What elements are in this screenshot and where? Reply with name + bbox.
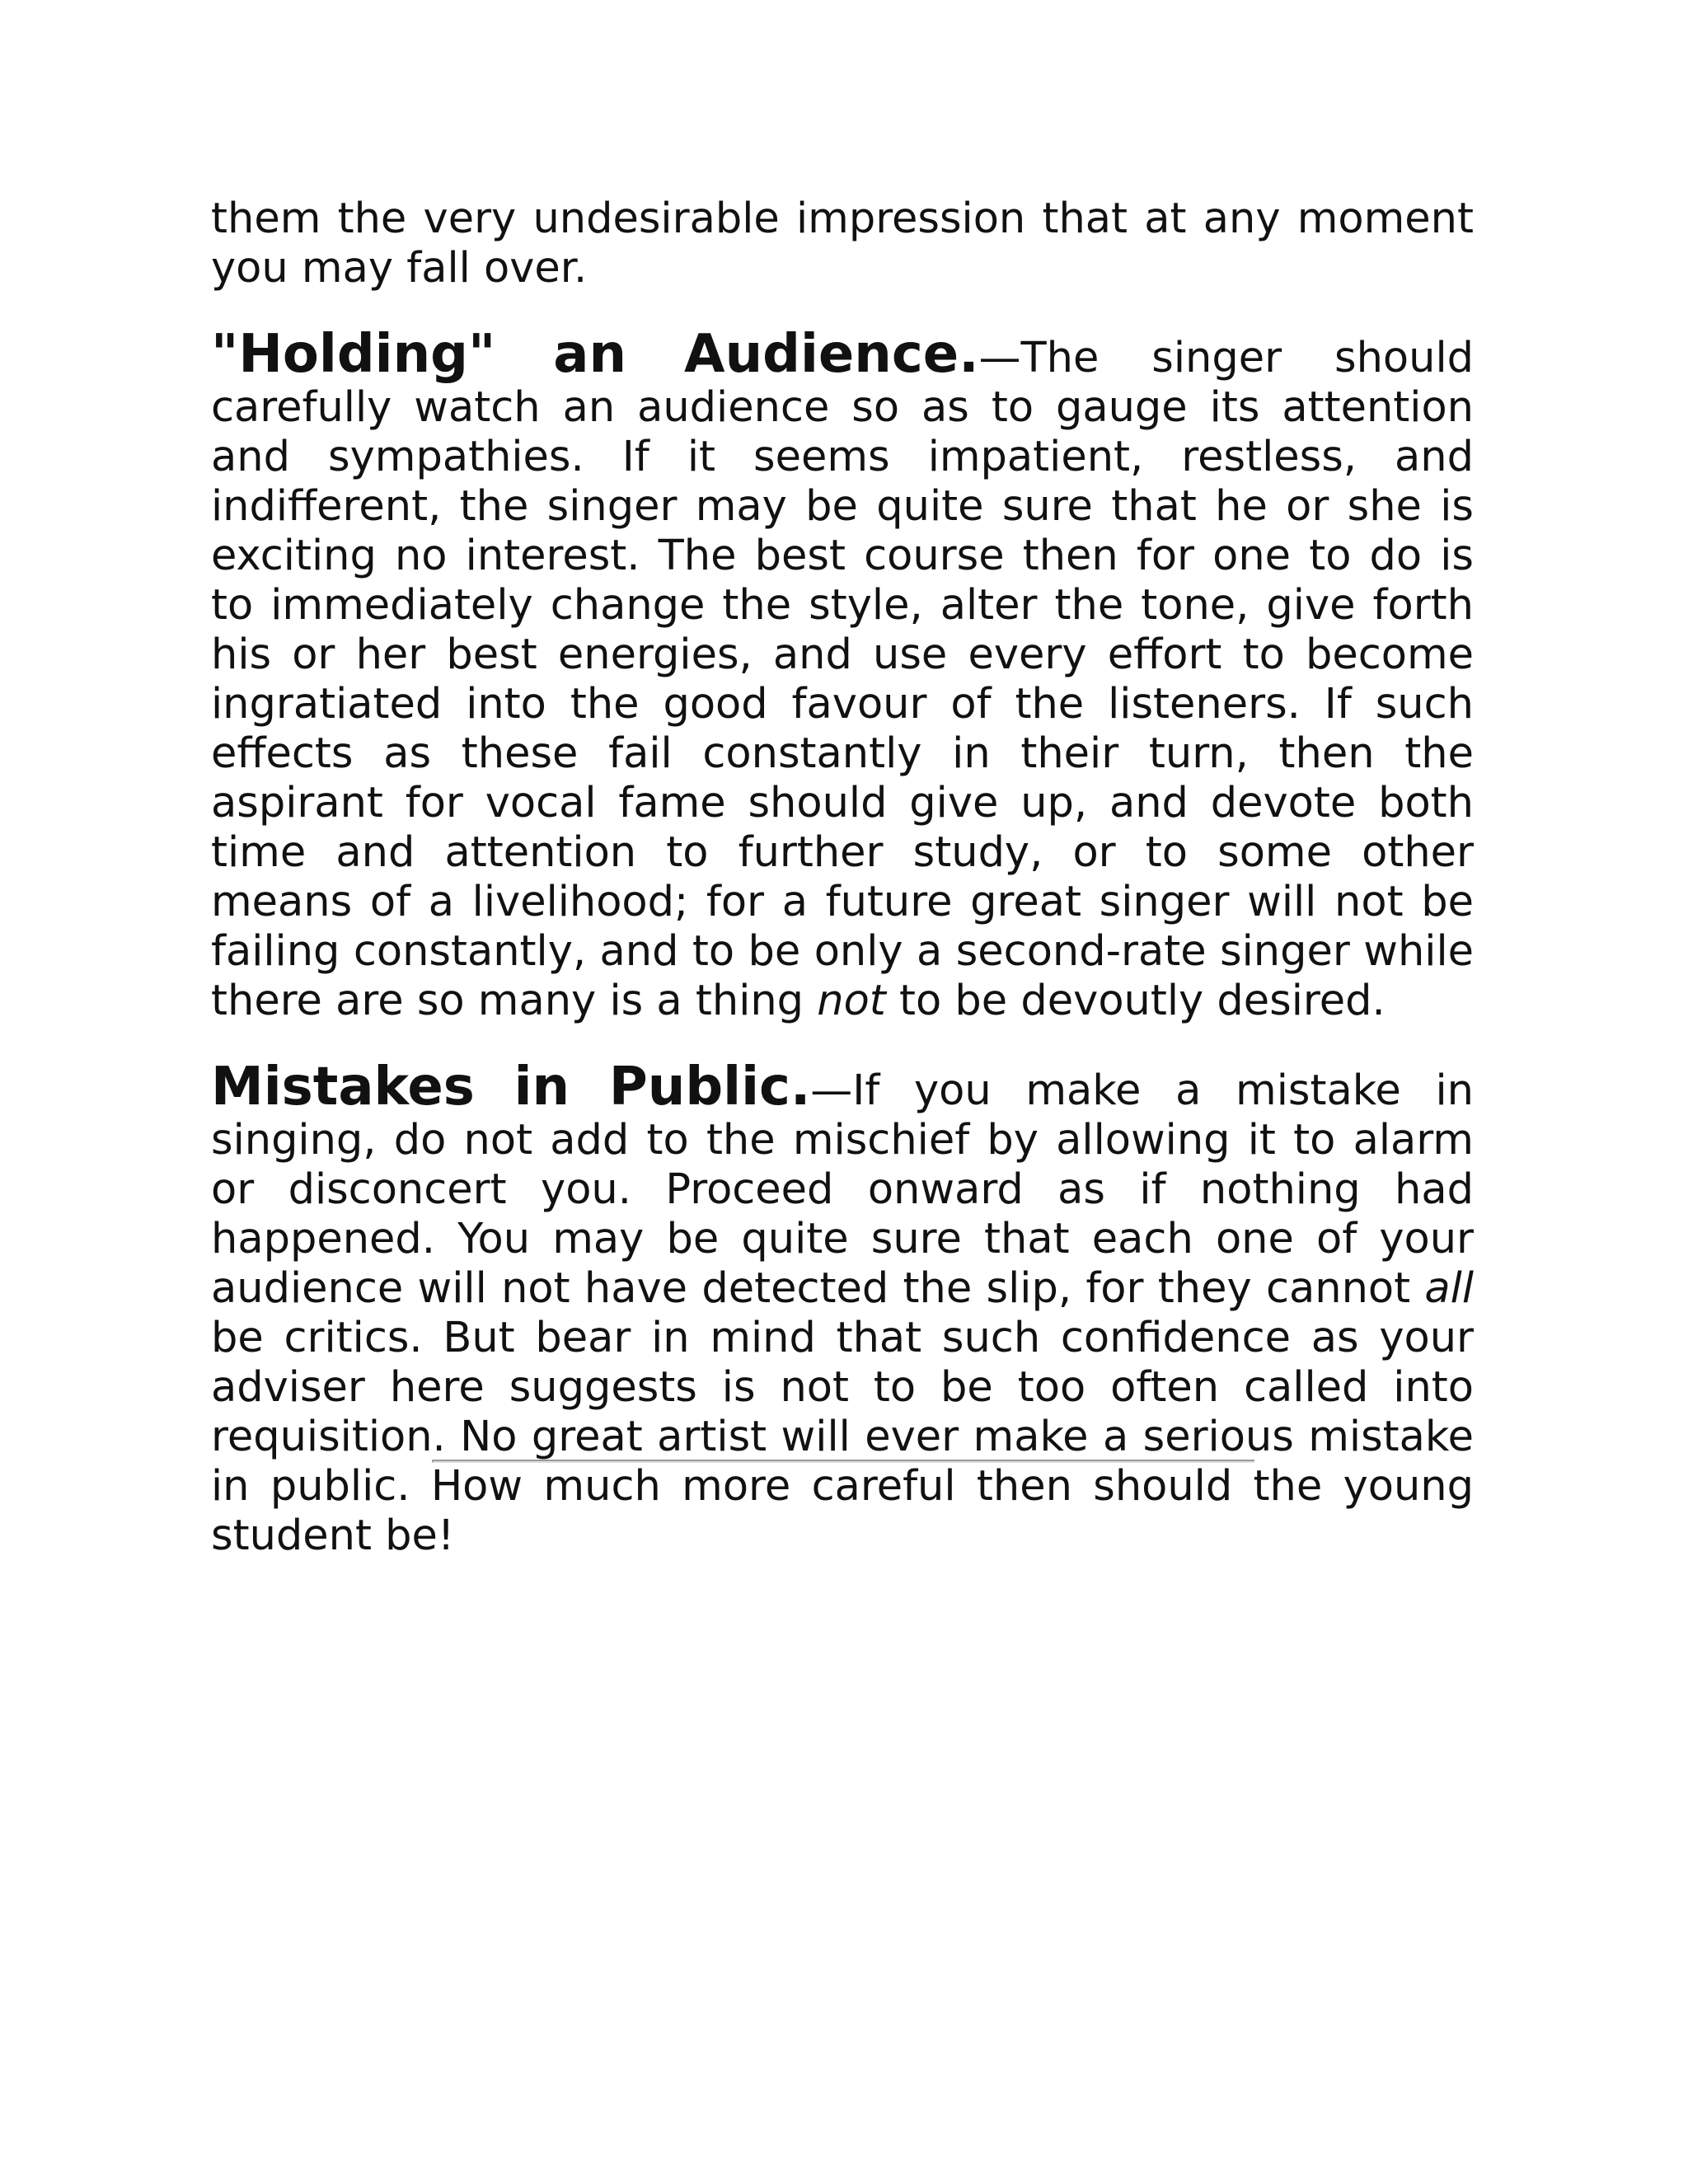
paragraph-holding-an-audience (211, 324, 1474, 1026)
paragraph-text: —The singer should carefully watch an audience so as to gauge its attention and sympathies. If it seems impatient, restless, and indifferent, the singer may be quite sure that he or she is exciting no interest. The best course then for one to do is to immediately change the style, alter the tone, give forth his or her best energies, and use every effort to become ingratiated into the good favour of the listeners. If such effects as these fail constantly in their turn, then the aspirant for vocal fame should give up, and devote both time and attention to further study, or to some other means of a livelihood; for a future great singer will not be failing constantly, and to be only a second-rate singer while there are so many is a thing (211, 334, 1474, 1025)
paragraph-continuation (211, 194, 1474, 293)
emphasis-text: not (817, 977, 886, 1025)
paragraph-text: to be devoutly desired. (885, 977, 1386, 1025)
paragraph-mistakes-in-public (211, 1057, 1474, 1561)
emphasis-text: all (1424, 1264, 1474, 1313)
document-body (211, 194, 1474, 1561)
horizontal-rule (432, 1460, 1254, 1463)
paragraph-text: —If you make a mistake in singing, do not add to the mischief by allowing it to alarm or disconcert you. Proceed onward as if nothing had happened. You may be quite sure that each one of your audience will not have detected the slip, for they cannot (211, 1066, 1474, 1313)
section-heading-mistakes-in-public: Mistakes in Public. (211, 1057, 811, 1118)
paragraph-text: them the very undesirable impression that at any moment you may fall over. (211, 194, 1474, 293)
paragraph-text: be critics. But bear in mind that such confidence as your adviser here suggests is not to be too often called into requisition. No great artist will ever make a serious mistake in public. How much more careful then should the young student be! (211, 1314, 1474, 1560)
section-heading-holding-an-audience: "Holding" an Audience. (211, 324, 979, 385)
